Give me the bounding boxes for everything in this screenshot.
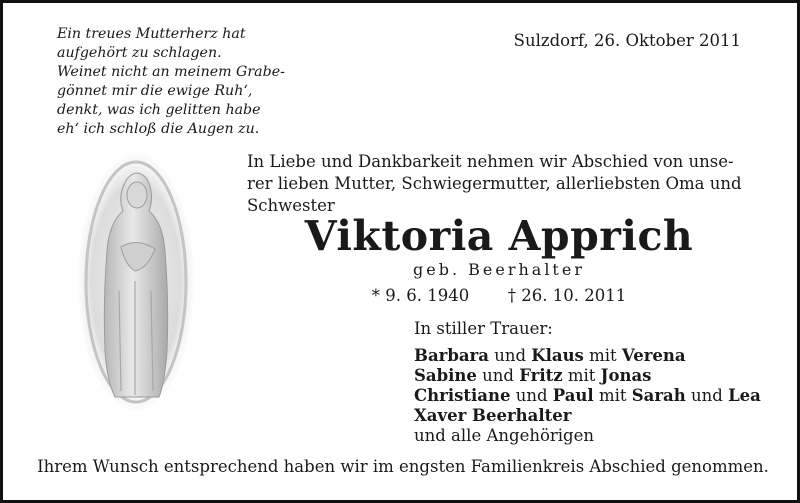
madonna-relief-icon <box>75 151 197 413</box>
mourner-name: Fritz <box>519 366 563 385</box>
connector: und <box>510 386 553 405</box>
mourners-block <box>414 319 761 446</box>
mourners-closing: und alle Angehörigen <box>414 426 595 445</box>
mourner-name: Klaus <box>531 346 584 365</box>
mourner-name: Christiane <box>414 386 511 405</box>
mourner-name: Barbara <box>414 346 489 365</box>
connector: mit <box>583 346 622 365</box>
poem-line: aufgehört zu schlagen. <box>57 45 222 61</box>
mourner-row <box>414 366 754 386</box>
birth-name: geb. Beerhalter <box>413 260 585 279</box>
mourner-name: Lea <box>728 386 761 405</box>
intro-line: In Liebe und Dankbarkeit nehmen wir Abschied von unse- <box>247 152 734 171</box>
poem-line: denkt, was ich gelitten habe <box>57 102 261 118</box>
mourner-name: Sarah <box>631 386 686 405</box>
intro-line: Schwester <box>247 196 335 215</box>
poem-line: Ein treues Mutterherz hat <box>57 26 246 42</box>
footer-note: Ihrem Wunsch entsprechend haben wir im engsten Familienkreis Abschied genommen. <box>37 457 769 476</box>
memorial-poem <box>57 25 317 139</box>
mourner-name: Xaver Beerhalter <box>414 406 572 425</box>
poem-line: Weinet nicht an meinem Grabe- <box>57 64 285 80</box>
life-dates <box>247 286 751 305</box>
mourner-name: Jonas <box>600 366 652 385</box>
place-date: Sulzdorf, 26. Oktober 2011 <box>513 31 741 50</box>
intro-text <box>247 151 751 217</box>
mourner-row <box>414 346 754 366</box>
connector: mit <box>593 386 632 405</box>
death-date: † 26. 10. 2011 <box>507 286 627 305</box>
deceased-name: Viktoria Apprich <box>304 212 694 260</box>
birth-date: * 9. 6. 1940 <box>371 286 470 305</box>
mourner-name: Sabine <box>414 366 477 385</box>
intro-line: rer lieben Mutter, Schwiegermutter, allerliebsten Oma und <box>247 174 742 193</box>
connector: und <box>476 366 520 385</box>
mourner-name: Verena <box>621 346 686 365</box>
mourner-row <box>414 386 761 406</box>
poem-line: gönnet mir die ewige Ruh‘, <box>57 83 253 99</box>
poem-line: eh‘ ich schloß die Augen zu. <box>57 121 260 137</box>
connector: und <box>488 346 532 365</box>
connector: und <box>685 386 729 405</box>
mourner-name: Paul <box>552 386 594 405</box>
mourner-row <box>414 406 754 426</box>
mourners-heading: In stiller Trauer: <box>414 319 553 338</box>
connector: mit <box>562 366 601 385</box>
